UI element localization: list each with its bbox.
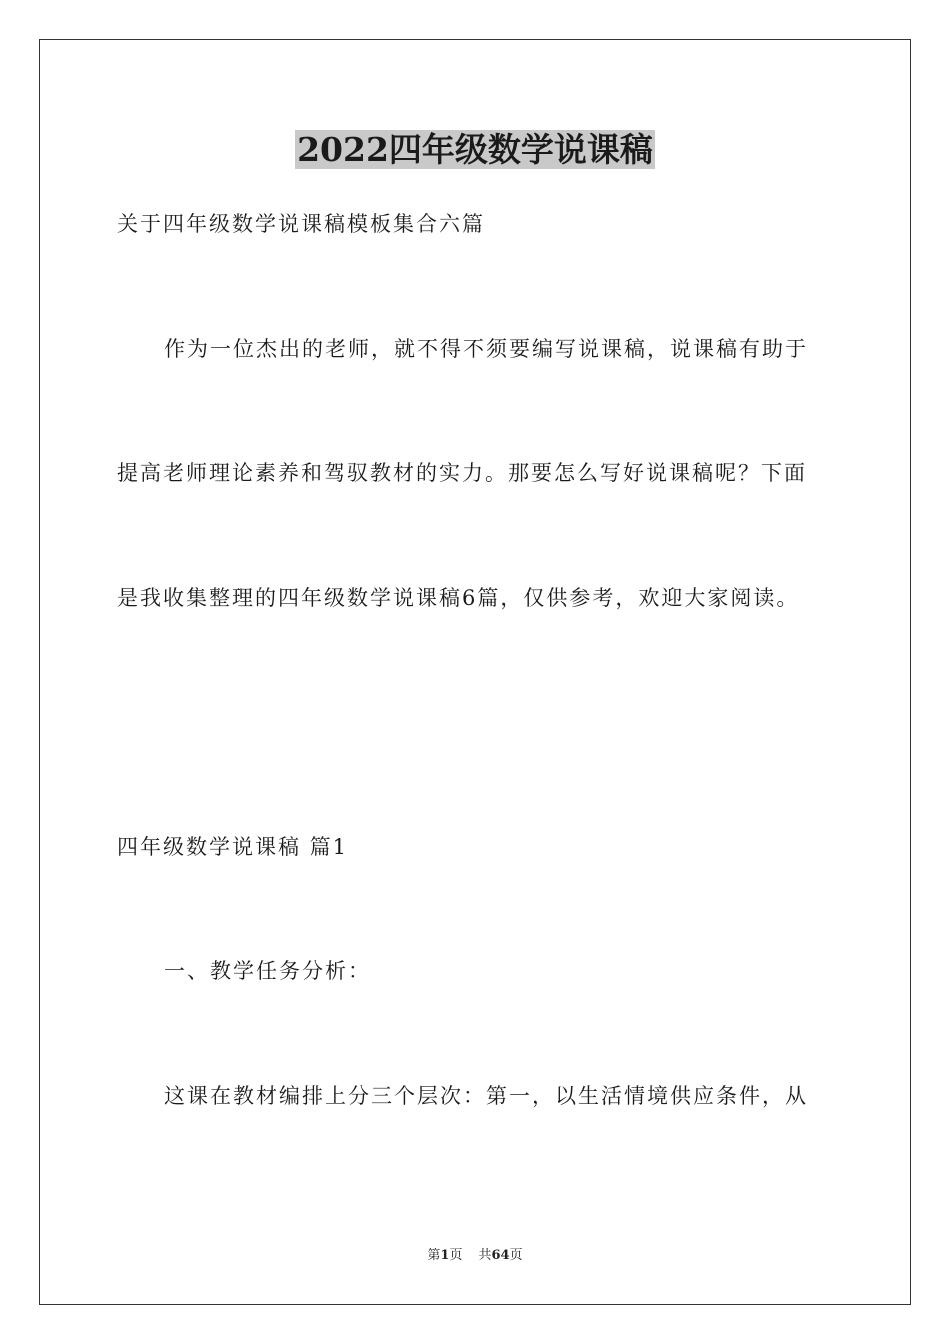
document-title-text: 2022四年级数学说课稿 <box>297 130 653 169</box>
subsection-heading: 一、教学任务分析： <box>164 959 371 983</box>
page-suffix: 页 <box>449 1248 463 1263</box>
document-title <box>0 128 950 172</box>
document-subtitle: 关于四年级数学说课稿模板集合六篇 <box>117 212 485 236</box>
body-line: 这课在教材编排上分三个层次：第一，以生活情境供应条件，从 <box>164 1084 808 1108</box>
page-footer <box>0 1247 950 1265</box>
intro-line-2: 提高老师理论素养和驾驭教材的实力。那要怎么写好说课稿呢？下面 <box>117 461 807 485</box>
page-number: 1 <box>440 1248 450 1263</box>
intro-line-1: 作为一位杰出的老师，就不得不须要编写说课稿，说课稿有助于 <box>164 337 808 361</box>
intro-line-3: 是我收集整理的四年级数学说课稿6篇，仅供参考，欢迎大家阅读。 <box>117 586 800 610</box>
total-prefix: 共 <box>478 1248 492 1263</box>
total-pages: 64 <box>491 1248 510 1263</box>
section-heading: 四年级数学说课稿 篇1 <box>117 835 349 859</box>
page-prefix: 第 <box>427 1248 441 1263</box>
total-suffix: 页 <box>509 1248 523 1263</box>
